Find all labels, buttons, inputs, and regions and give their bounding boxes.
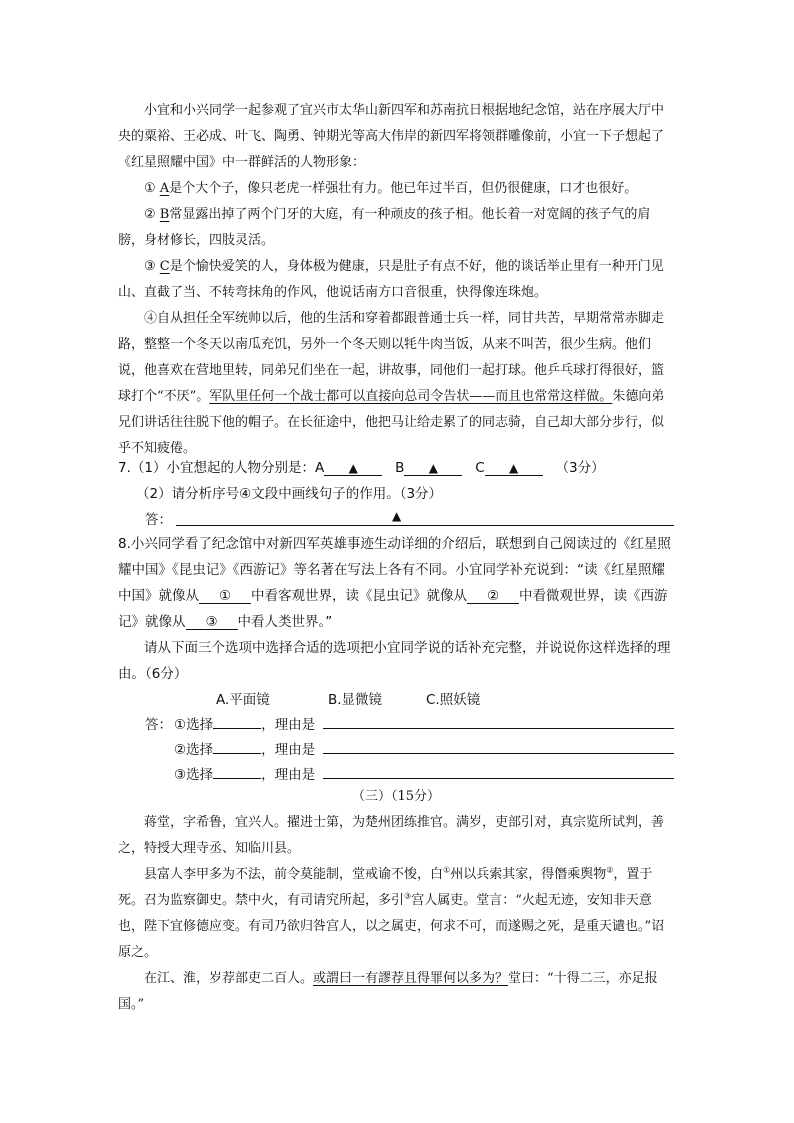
q7-part1: 7.（1）小宜想起的人物分别是：A ▲ B ▲ C ▲ （3分） [118, 460, 605, 476]
q8-option-b: B.显微镜 [328, 692, 383, 708]
passage-intro: 小宜和小兴同学一起参观了宜兴市太华山新四军和苏南抗日根据地纪念馆，站在序展大厅中央的粟裕、王必成、叶飞、陶勇、钟期光等高大伟岸的新四军将领群雕像前，小宜一下子想起了《红星照耀中国》中一群鲜活的人物形象： [118, 103, 665, 170]
q8-row-3-reason-line[interactable] [323, 778, 674, 779]
q8-row-1-reason-line[interactable] [323, 728, 674, 729]
section3-paragraph-2: 县富人李甲多为不法，前令莫能制，堂戒谕不悛，白①州以兵索其家，得僭乘舆物②，置于死。召为监察御史。禁中火，有司请究所起，多引③宫人属吏。堂言：“火起无迹，安知非天意也，陛下宜修德应变。有司乃欲归咎宫人，以之属吏，何求不可，而遂赐之死，是重天谴也。”诏原之。 [118, 865, 665, 960]
passage-paragraph-4: ④自从担任全军统帅以后，他的生活和穿着都跟普通士兵一样，同甘共苦，早期常常赤脚走路，整整一个冬天以南瓜充饥，另外一个冬天则以牦牛肉当饭，从来不叫苦，很少生病。他们说，他喜欢在营地里转，同弟兄们坐在一起，讲故事，同他们一起打球。他乒乓球打得很好，篮球打个“不厌”。军队里任何一个战士都可以直接向总司令告状——而且也常常这样做。朱德向弟兄们讲话往往脱下他的帽子。在长征途中，他把马让给走累了的同志骑，自己却大部分步行，似乎不知疲倦。 [118, 311, 665, 456]
answer-blank-c[interactable]: ▲ [485, 460, 543, 476]
character-b-blank: B [159, 207, 170, 222]
section3-paragraph-3: 在江、淮，岁荐部吏二百人。或謂曰一有謬荐且得罪何以多为？堂曰：“十得二三，亦足报国。” [118, 971, 658, 1012]
q7-part2: （2）请分析序号④文段中画线句子的作用。（3分） [136, 486, 443, 502]
character-c-blank: C [159, 259, 170, 274]
q8-row-1-choice[interactable] [213, 713, 261, 729]
q8-option-a: A.平面镜 [216, 692, 270, 708]
q8-stem: 8.小兴同学看了纪念馆中对新四军英雄事迹生动详细的介绍后，联想到自己阅读过的《红星照耀中国》《昆虫记》《西游记》等名著在写法上各有不同。小宜同学补充说到：“读《红星照耀中国》就像从 ① 中看客观世界，读《昆虫记》就像从 ② 中看微观世界，读《西游记》就像从 ③ 中看人类世界。” [118, 536, 671, 630]
passage-paragraph-3: ③ C是个愉快爱笑的人，身体极为健康，只是肚子有点不好，他的谈话举止里有一种开门见山、直截了当、不转弯抹角的作风，他说话南方口音很重，快得像连珠炮。 [118, 259, 664, 300]
passage-paragraph-1: ① A是个大个子，像只老虎一样强壮有力。他已年过半百，但仍很健康，口才也很好。 [144, 181, 638, 196]
q7-answer-label: 答： [145, 512, 172, 528]
q8-instruction: 请从下面三个选项中选择合适的选项把小宜同学说的话补充完整，并说说你这样选择的理由。（6分） [118, 640, 671, 682]
q7-answer-triangle: ▲ [392, 509, 402, 523]
q8-row-2-reason-line[interactable] [323, 753, 674, 754]
answer-blank-a[interactable]: ▲ [324, 460, 382, 476]
underlined-sentence: 军队里任何一个战士都可以直接向总司令告状——而且也常常这样做。 [209, 389, 613, 404]
q8-row-1: ①选择 ，理由是 [174, 713, 315, 733]
q8-row-3-choice[interactable] [213, 763, 261, 779]
passage-paragraph-2: ② B常显露出掉了两个门牙的大庭，有一种顽皮的孩子相。他长着一对宽阔的孩子气的肩膀，身材修长，四肢灵活。 [118, 207, 651, 248]
q8-row-3: ③选择 ，理由是 [174, 763, 315, 783]
q8-row-2: ②选择 ，理由是 [174, 738, 315, 758]
q7-answer-line[interactable] [176, 525, 674, 526]
answer-blank-b[interactable]: ▲ [404, 460, 462, 476]
q8-blank-2[interactable]: ② [467, 588, 519, 604]
q8-blank-1[interactable]: ① [199, 588, 251, 604]
q8-blank-3[interactable]: ③ [186, 614, 238, 630]
underlined-sentence-2: 或謂曰一有謬荐且得罪何以多为？ [313, 971, 509, 986]
section3-paragraph-1: 蒋堂，字希鲁，宜兴人。擢进士第，为楚州团练推官。满岁，吏部引对，真宗览所试判，善之，特授大理寺丞、知临川县。 [118, 815, 665, 856]
section3-heading: （三）（15分） [351, 789, 441, 804]
q8-option-c: C.照妖镜 [426, 692, 481, 708]
q8-answer-label: 答： [145, 717, 172, 733]
q8-row-2-choice[interactable] [213, 738, 261, 754]
character-a-blank: A [159, 181, 170, 196]
